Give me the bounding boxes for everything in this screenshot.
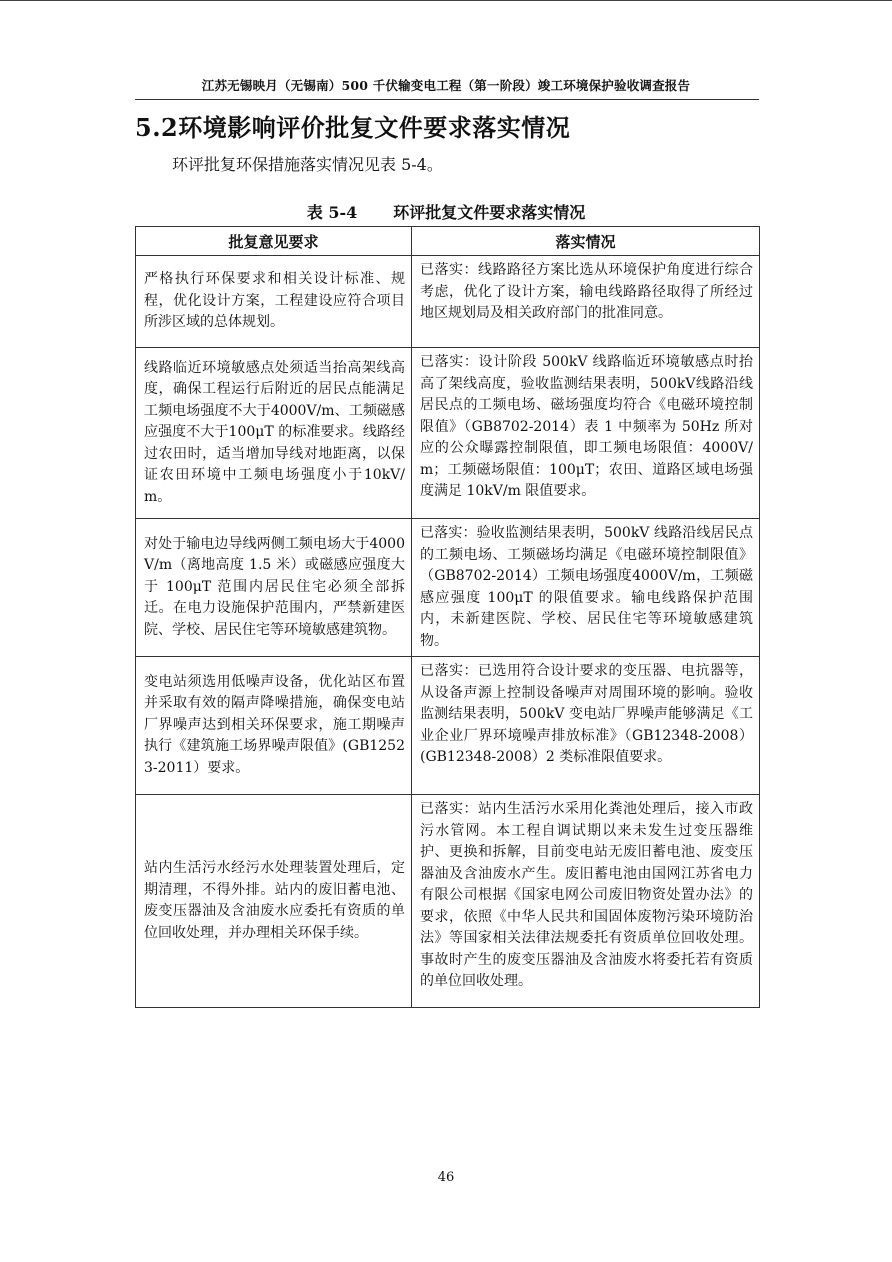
column-header-requirement: 批复意见要求 <box>136 227 412 256</box>
intro-paragraph: 环评批复环保措施落实情况见表 5-4。 <box>172 155 443 174</box>
running-header: 江苏无锡映月（无锡南）500 千伏输变电工程（第一阶段）竣工环境保护验收调查报告 <box>201 78 691 93</box>
section-title: 5.2环境影响评价批复文件要求落实情况 <box>135 113 571 142</box>
status-cell: 已落实：站内生活污水采用化粪池处理后，接入市政污水管网。本工程自调试期以来未发生过变压器维护、更换和拆解，目前变电站无废旧蓄电池、废变压器油及含油废水产生。废旧蓄电池由国网江苏省电力有限公司根据《国家电网公司废旧物资处置办法》的要求，依照《中华人民共和国固体废物污染环境防治法》等国家相关法律法规委托有资质单位回收处理。事故时产生的废变压器油及含油废水将委托若有资质的单位回收处理。 <box>412 795 760 1008</box>
table-row <box>136 519 760 657</box>
column-header-status: 落实情况 <box>412 227 760 256</box>
requirement-cell: 对处于输电边导线两侧工频电场大于4000V/m（离地高度 1.5 米）或磁感应强度大于 100μT 范围内居民住宅必须全部拆迁。在电力设施保护范围内，严禁新建医院、学校、居民住宅等环境敏感建筑物。 <box>136 519 412 657</box>
header-rule <box>135 99 759 100</box>
table-row <box>136 795 760 1008</box>
status-cell: 已落实：已选用符合设计要求的变压器、电抗器等，从设备声源上控制设备噪声对周围环境的影响。验收监测结果表明，500kV 变电站厂界噪声能够满足《工业企业厂界环境噪声排放标准》（GB12348-2008）(GB12348-2008）2 类标准限值要求。 <box>412 657 760 795</box>
table-caption-number: 表 5-4 <box>306 203 358 222</box>
table-row <box>136 348 760 519</box>
page-top-border <box>0 0 892 1</box>
table-row <box>136 256 760 348</box>
requirement-cell: 严格执行环保要求和相关设计标准、规程，优化设计方案，工程建设应符合项目所涉区域的总体规划。 <box>136 256 412 348</box>
requirements-table <box>135 226 760 1008</box>
status-cell: 已落实：线路路径方案比选从环境保护角度进行综合考虑，优化了设计方案，输电线路路径取得了所经过地区规划局及相关政府部门的批准同意。 <box>412 256 760 348</box>
page-number: 46 <box>437 1170 455 1185</box>
status-cell: 已落实：验收监测结果表明，500kV 线路沿线居民点的工频电场、工频磁场均满足《电磁环境控制限值》（GB8702-2014）工频电场强度4000V/m，工频磁感应强度 100μT 的限值要求。输电线路保护范围内，未新建医院、学校、居民住宅等环境敏感建筑物。 <box>412 519 760 657</box>
table-header-row <box>136 227 760 256</box>
table-caption-title: 环评批复文件要求落实情况 <box>393 203 586 222</box>
table-caption <box>0 200 892 223</box>
requirement-cell: 变电站须选用低噪声设备，优化站区布置并采取有效的隔声降噪措施，确保变电站厂界噪声达到相关环保要求，施工期噪声执行《建筑施工场界噪声限值》(GB12523-2011）要求。 <box>136 657 412 795</box>
requirement-cell: 站内生活污水经污水处理装置处理后，定期清理，不得外排。站内的废旧蓄电池、废变压器油及含油废水应委托有资质的单位回收处理，并办理相关环保手续。 <box>136 795 412 1008</box>
status-cell: 已落实：设计阶段 500kV 线路临近环境敏感点时抬高了架线高度，验收监测结果表明，500kV线路沿线居民点的工频电场、磁场强度均符合《电磁环境控制限值》（GB8702-2014）表 1 中频率为 50Hz 所对应的公众曝露控制限值，即工频电场限值：4000V/m；工频磁场限值：100μT；农田、道路区域电场强度满足 10kV/m 限值要求。 <box>412 348 760 519</box>
table-row <box>136 657 760 795</box>
requirement-cell: 线路临近环境敏感点处须适当抬高架线高度，确保工程运行后附近的居民点能满足工频电场强度不大于4000V/m、工频磁感应强度不大于100μT 的标准要求。线路经过农田时，适当增加导线对地距离，以保证农田环境中工频电场强度小于10kV/m。 <box>136 348 412 519</box>
